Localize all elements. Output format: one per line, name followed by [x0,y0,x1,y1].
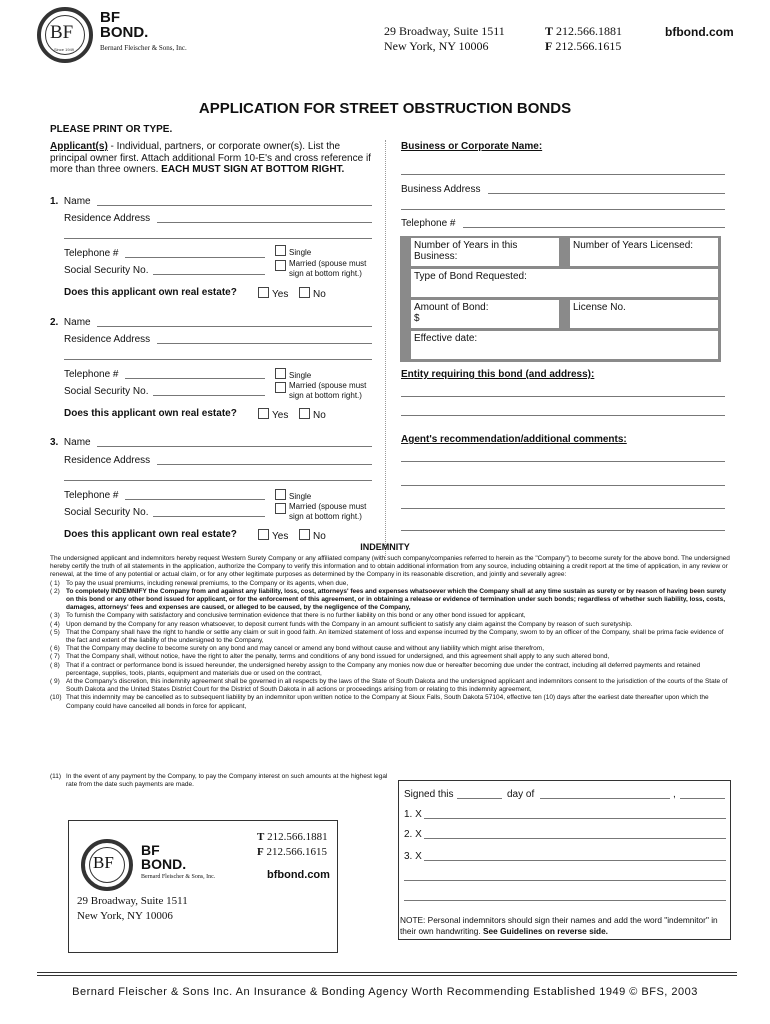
applicant-3-name-field[interactable] [97,446,372,447]
applicant-2-ssn-field[interactable] [153,395,265,396]
applicant-1-residence: Residence Address [64,213,151,224]
business-name-field[interactable] [401,174,725,175]
header-logo [37,7,93,63]
applicant-1-no[interactable]: No [299,287,326,300]
applicant-1-name-field[interactable] [97,205,372,206]
indemnity-item-text: That if a contract or performance bond is issued hereunder, the undersigned hereby assign to the Company any monies now due or hereafter becoming due under the contract, including all deferred payments and retained percentage, supplies, tools, plants, equipment and materials due or used on the contract, [66,661,701,677]
indemnity-item [50,645,730,653]
applicant-3-telephone: Telephone # [64,490,119,501]
brand-tagline: Bernard Fleischer & Sons, Inc. [100,44,187,52]
business-address-field-2[interactable] [401,209,725,210]
indemnity-item [50,629,730,645]
applicant-3-ssn-field[interactable] [153,516,265,517]
business-name-label: Business or Corporate Name: [401,141,543,152]
years-in-business[interactable]: Number of Years in this Business: [411,238,559,266]
applicant-1-real-estate: Does this applicant own real estate? [64,287,237,298]
indemnity-item [50,612,730,620]
indemnity-item-11: (11) In the event of any payment by the Company, to pay the Company interest on such amounts at the highest legal rate from the date such payments are made. [50,773,388,789]
applicant-2-residence-field[interactable] [157,343,372,344]
signature-2-label: 2. X [404,829,422,840]
indemnity-item-number: ( 6) [50,645,60,653]
brand-line1: BF [100,9,120,26]
applicant-1-single[interactable]: Single [275,245,311,257]
business-telephone-field[interactable] [463,227,725,228]
applicant-3-ssn: Social Security No. [64,507,149,518]
signed-day-field[interactable] [457,798,502,799]
applicant-3-telephone-field[interactable] [125,499,265,500]
indemnity-text [50,555,730,711]
applicant-1-ssn-field[interactable] [153,274,265,275]
indemnity-item-text: To pay the usual premiums, including renewal premiums, to the Company or its agents, when due, [66,579,349,587]
applicant-2-yes[interactable]: Yes [258,408,288,421]
license-no[interactable]: License No. [570,300,718,328]
card-phone: T 212.566.1881 [257,831,328,843]
indemnity-item-number: ( 1) [50,579,60,587]
header-website[interactable]: bfbond.com [665,25,734,39]
indemnity-item-text: That the Company shall have the right to handle or settle any claim or suit in good faith. An itemized statement of loss and expense incurred by the Company, sworn to by an officer of the Company, shall be prima facie evidence of the fact and extent of the liability of the undersigned to the Company, [66,628,724,645]
indemnity-item-number: ( 7) [50,653,60,661]
logo-monogram: BF [50,22,74,43]
card-fax: F 212.566.1615 [257,846,327,858]
applicant-2-ssn: Social Security No. [64,386,149,397]
signed-year-field[interactable] [680,798,725,799]
indemnity-item-text: To furnish the Company with satisfactory and conclusive termination evidence that there is no further liability on this bond or any other bond issued for applicant, [66,612,526,620]
applicant-2-telephone: Telephone # [64,369,119,380]
applicant-1-telephone-field[interactable] [125,257,265,258]
indemnity-item [50,588,730,613]
indemnity-item [50,653,730,661]
applicant-3-no[interactable]: No [299,529,326,542]
agent-comments-field-3[interactable] [401,508,725,509]
applicant-3-residence-field[interactable] [157,464,372,465]
signature-3-label: 3. X [404,851,422,862]
indemnity-item-number: ( 8) [50,661,60,669]
indemnity-item-number: (10) [50,694,62,702]
indemnity-item-text: Upon demand by the Company for any reason whatsoever, to deposit current funds with the Company in an amount sufficient to satisfy any claim against the Company by reason of such suretyship. [66,620,633,628]
applicant-3-residence-field-2[interactable] [64,480,372,481]
applicant-2-name: 2. Name [50,317,91,328]
signature-1-label: 1. X [404,809,422,820]
bond-type[interactable]: Type of Bond Requested: [411,269,718,297]
signed-comma: , [673,789,676,800]
applicant-2-married[interactable]: Married (spouse must sign at bottom right.) [275,381,375,401]
footer-text: Bernard Fleischer & Sons Inc. An Insurance & Bonding Agency Worth Recommending Established 1949 © BFS, 2003 [72,986,698,998]
signature-5-field[interactable] [404,900,726,901]
indemnity-item-text: To completely INDEMNIFY the Company from and against any liability, loss, cost, attorneys' fees and expenses whatsoever which the Company shall at any time sustain as surety or by reason of having been surety on this bond or any other bond issued for applicant, or for the enforcement of this agreement, or in obtaining a release or evidence of termination under such bonds; regardless of whether such liability, loss, costs, damages, attorneys' fees and expenses are caused, or alleged to be caused, by the negligence of the Company, [66,587,727,612]
applicant-2-residence: Residence Address [64,334,151,345]
applicant-3-married[interactable]: Married (spouse must sign at bottom right.) [275,502,375,522]
indemnity-item [50,662,730,678]
print-notice: PLEASE PRINT OR TYPE. [50,124,173,135]
entity-label: Entity requiring this bond (and address): [401,369,595,380]
signature-2-field[interactable] [424,838,726,839]
indemnity-item [50,678,730,694]
indemnity-item [50,621,730,629]
header-address-line2: New York, NY 10006 [384,39,489,53]
applicant-1-married[interactable]: Married (spouse must sign at bottom right.) [275,259,375,279]
entity-field-1[interactable] [401,396,725,397]
card-logo-monogram: BF [93,853,114,872]
applicant-2-no[interactable]: No [299,408,326,421]
agent-comments-field-1[interactable] [401,461,725,462]
applicant-2-residence-field-2[interactable] [64,359,372,360]
applicant-1-yes[interactable]: Yes [258,287,288,300]
applicant-2-single[interactable]: Single [275,368,311,380]
applicant-2-telephone-field[interactable] [125,378,265,379]
card-website[interactable]: bfbond.com [267,869,330,881]
applicant-1-residence-field-2[interactable] [64,238,372,239]
logo-since: Since 1949 [54,47,75,52]
applicant-2-real-estate: Does this applicant own real estate? [64,408,237,419]
card-brand-line2: BOND. [141,856,187,872]
entity-field-2[interactable] [401,415,725,416]
address-card [68,820,338,953]
indemnity-item-text: That this indemnity may be cancelled as to subsequent liability by an indemnitor upon written notice to the Company at Sioux Falls, South Dakota 57104, effective ten (10) days after the earliest date thereafter upon which the Company could have cancelled all bonds in force for applicant, [66,694,709,710]
indemnity-item-number: ( 9) [50,678,60,686]
applicant-1-ssn: Social Security No. [64,265,149,276]
effective-date[interactable]: Effective date: [411,331,718,359]
applicant-3-name: 3. Name [50,437,91,448]
bond-amount[interactable]: Amount of Bond: $ [411,300,559,328]
applicant-3-residence: Residence Address [64,455,151,466]
signature-note: NOTE: Personal indemnitors should sign their names and add the word "indemnitor" in their own handwriting. See Guidelines on reverse side. [400,915,718,936]
applicant-1-telephone: Telephone # [64,248,119,259]
indemnity-item-number: ( 4) [50,620,60,628]
signature-3-field[interactable] [424,860,726,861]
card-address-line2: New York, NY 10006 [77,910,173,922]
header-address-line1: 29 Broadway, Suite 1511 [384,24,505,38]
applicant-2-name-field[interactable] [97,326,372,327]
card-tagline: Bernard Fleischer & Sons, Inc. [141,874,216,880]
agent-comments-label: Agent's recommendation/additional comments: [401,434,627,445]
indemnity-item-text: At the Company's discretion, this indemnity agreement shall be governed in all respects by the laws of the State of South Dakota and the undersigned applicant and indemnitors consent to the jurisdiction of the courts of the State of South Dakota and the United States District Court for the District of South Dakota in all actions or proceedings arising from or relating to this indemnity agreement, [66,678,728,694]
indemnity-item-number: ( 2) [50,587,60,595]
years-licensed[interactable]: Number of Years Licensed: [570,238,718,266]
applicant-1-name: 1. Name [50,196,91,207]
applicant-3-real-estate: Does this applicant own real estate? [64,529,237,540]
signature-4-field[interactable] [404,880,726,881]
card-brand-line1: BF [141,842,160,858]
header-fax: F 212.566.1615 [545,39,622,53]
indemnity-heading: INDEMNITY [360,542,410,552]
header-phone: T 212.566.1881 [545,24,623,38]
day-of-label: day of [507,789,535,800]
indemnity-item-number: ( 5) [50,628,60,636]
page-title: APPLICATION FOR STREET OBSTRUCTION BONDS [198,100,572,117]
indemnity-item-text: That the Company may decline to become surety on any bond and may cancel or amend any bond without cause and without any liability which might arise therefrom, [66,645,545,653]
indemnity-item-text: That the Company shall, without notice, have the right to alter the penalty, terms and conditions of any bond issued for undersigned, and this agreement shall apply to any such altered bond, [66,653,610,661]
footer-rule [37,972,737,976]
indemnity-item [50,694,730,710]
column-divider [385,140,386,560]
business-address-field[interactable] [488,193,725,194]
card-logo [81,839,133,891]
applicant-1-residence-field[interactable] [157,222,372,223]
indemnity-item [50,580,730,588]
applicants-intro: Applicant(s) - Individual, partners, or corporate owner(s). List the principal owner first. Attach additional Form 10-E's and cross reference if more than three owners. EACH MUST SIGN AT BOTTOM RIGHT. [50,141,371,175]
indemnity-intro: The undersigned applicant and indemnitors hereby request Western Surety Company or any affiliated company (with such company/companies referred to herein as the "Company") to become surety for the above bond. The undersigned hereby certify the truth of all statements in the application, authorize the Company to verify this information and to obtain additional information from any source, including obtaining a credit report at the time of application, in any review or renewal, at the time of any potential or actual claim, or for any other legitimate purposes as determined by the Company in its reasonable discretion, and jointly and severally agree: [50,555,730,579]
applicant-3-single[interactable]: Single [275,489,311,501]
signature-1-field[interactable] [424,818,726,819]
card-address-line1: 29 Broadway, Suite 1511 [77,895,188,907]
brand-line2: BOND. [100,24,149,41]
indemnity-item-number: ( 3) [50,612,60,620]
signed-month-field[interactable] [540,798,670,799]
business-telephone-label: Telephone # [401,218,456,229]
signed-this-label: Signed this [404,789,454,800]
agent-comments-field-4[interactable] [401,530,725,531]
business-address-label: Business Address [401,184,481,195]
agent-comments-field-2[interactable] [401,485,725,486]
applicant-3-yes[interactable]: Yes [258,529,288,542]
